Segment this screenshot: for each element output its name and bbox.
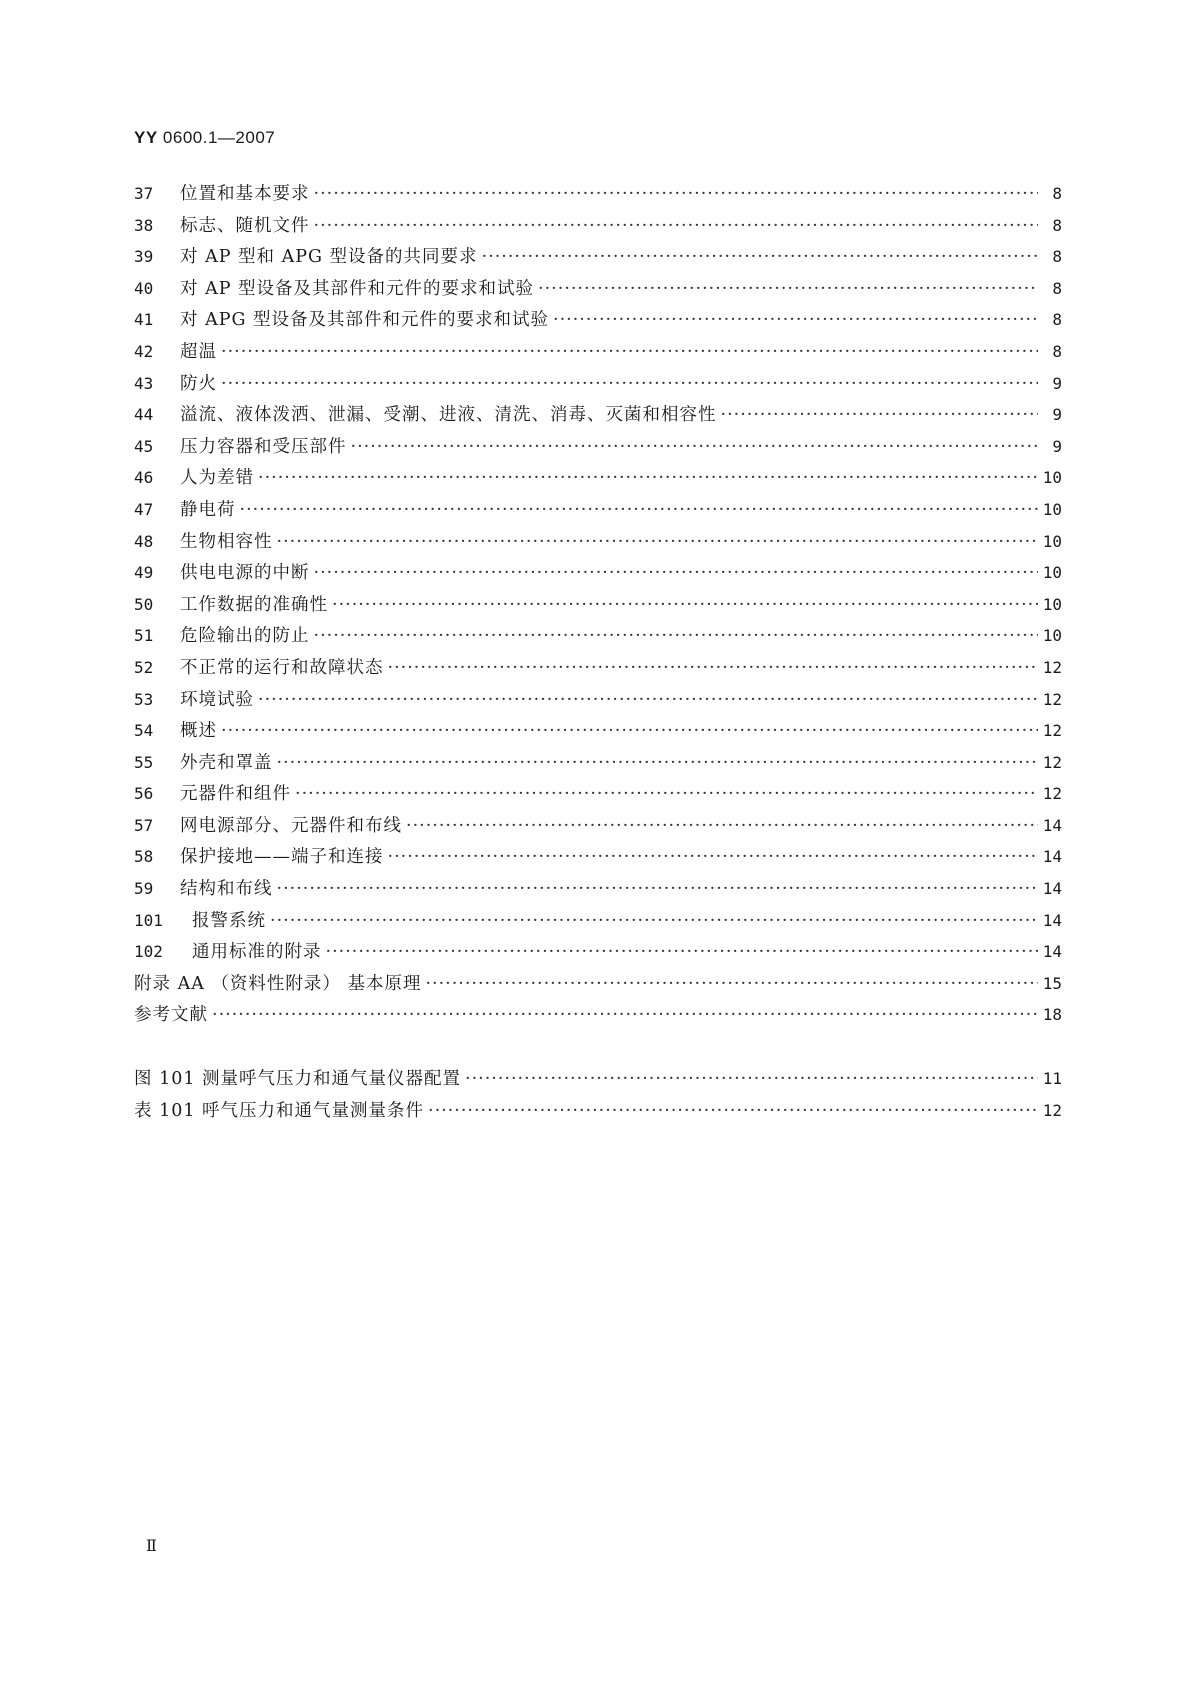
toc-leader-dots <box>428 1101 1038 1121</box>
toc-spacer <box>134 1033 1062 1065</box>
toc-entry-title: 工作数据的准确性 <box>180 594 328 615</box>
toc-leader-dots <box>258 468 1038 488</box>
toc-entry-number: 51 <box>134 626 154 646</box>
toc-entry-page: 12 <box>1042 689 1062 709</box>
toc-entry-title: 环境试验 <box>180 689 254 710</box>
toc-entry-page: 12 <box>1042 721 1062 741</box>
standard-code <box>134 128 275 148</box>
toc-entry-page: 12 <box>1042 1100 1062 1120</box>
toc-entry-number: 42 <box>134 341 154 361</box>
toc-entry-page: 12 <box>1042 752 1062 772</box>
toc-entry-number: 47 <box>134 499 154 519</box>
toc-entry-title: 静电荷 <box>180 499 236 520</box>
toc-entry-page: 10 <box>1042 531 1062 551</box>
toc-entry[interactable] <box>134 875 1062 907</box>
toc-leader-dots <box>240 500 1039 520</box>
toc-entry-page: 8 <box>1052 310 1062 330</box>
toc-entry-title: 溢流、液体泼洒、泄漏、受潮、进液、清洗、消毒、灭菌和相容性 <box>180 405 717 426</box>
toc-entry[interactable] <box>134 306 1062 338</box>
toc-entry-title: 对 APG 型设备及其部件和元件的要求和试验 <box>180 310 550 331</box>
toc-entry[interactable] <box>134 496 1062 528</box>
toc-entry-number: 41 <box>134 310 154 330</box>
toc-entry-title: 供电电源的中断 <box>180 563 310 584</box>
toc-entry-title: 对 AP 型设备及其部件和元件的要求和试验 <box>180 278 535 299</box>
toc-leader-dots <box>388 847 1039 867</box>
toc-entry[interactable] <box>134 654 1062 686</box>
toc-entry-page: 8 <box>1052 184 1062 203</box>
toc-entry[interactable] <box>134 622 1062 654</box>
toc-entry-page: 9 <box>1052 405 1062 425</box>
toc-entry-number: 55 <box>134 752 154 772</box>
toc-entry-page: 8 <box>1052 278 1062 298</box>
toc-entry-number: 53 <box>134 689 154 709</box>
toc-leader-dots <box>406 816 1038 836</box>
toc-entry[interactable] <box>134 749 1062 781</box>
toc-entry-title: 网电源部分、元器件和布线 <box>180 815 402 836</box>
toc-entry-number: 58 <box>134 847 154 867</box>
toc-entry-number: 101 <box>134 910 163 930</box>
toc-entry-title: 保护接地——端子和连接 <box>180 847 384 868</box>
toc-entry-number: 43 <box>134 373 154 393</box>
toc-leader-dots <box>221 374 1038 394</box>
toc-entry-title: 超温 <box>180 341 217 362</box>
toc-entry-page: 12 <box>1042 657 1062 677</box>
toc-entry[interactable] <box>134 275 1062 307</box>
toc-leader-dots <box>553 310 1038 330</box>
toc-entry-page: 10 <box>1042 499 1062 519</box>
toc-entry[interactable] <box>134 243 1062 275</box>
toc-entry[interactable] <box>134 212 1062 244</box>
toc-entry-annex[interactable] <box>134 970 1062 1002</box>
toc-leader-dots <box>277 532 1039 552</box>
toc-entry-title: 压力容器和受压部件 <box>180 436 347 457</box>
toc-entry-number: 44 <box>134 405 154 425</box>
toc-leader-dots <box>425 974 1038 994</box>
toc-entry[interactable] <box>134 528 1062 560</box>
toc-leader-dots <box>277 879 1039 899</box>
toc-entry-title: 概述 <box>180 721 217 742</box>
toc-leader-dots <box>295 784 1038 804</box>
standard-code-prefix: YY <box>134 128 158 147</box>
toc-entry-title: 通用标准的附录 <box>192 942 322 963</box>
toc-leader-dots <box>277 753 1039 773</box>
toc-entry-number: 39 <box>134 247 154 267</box>
toc-leader-dots <box>212 1005 1038 1025</box>
toc-entry-title: 附录 AA （资料性附录） 基本原理 <box>134 973 422 994</box>
toc-entry-page: 11 <box>1042 1069 1062 1089</box>
toc-entry-title: 参考文献 <box>134 1005 208 1026</box>
toc-entry-number: 40 <box>134 278 154 298</box>
toc-entry-figure[interactable] <box>134 1065 1062 1097</box>
toc-entry[interactable] <box>134 938 1062 970</box>
toc-entry-title: 外壳和罩盖 <box>180 752 273 773</box>
toc-entry[interactable] <box>134 591 1062 623</box>
toc-leader-dots <box>314 216 1039 236</box>
toc-entry-page: 14 <box>1042 942 1062 962</box>
toc-entry-number: 46 <box>134 468 154 488</box>
toc-entry[interactable] <box>134 907 1062 939</box>
toc-entry-page: 10 <box>1042 594 1062 614</box>
toc-entry-title: 不正常的运行和故障状态 <box>180 657 384 678</box>
toc-entry-title: 位置和基本要求 <box>180 184 310 204</box>
toc-entry-title: 危险输出的防止 <box>180 626 310 647</box>
toc-entry-page: 9 <box>1052 373 1062 393</box>
toc-entry-number: 56 <box>134 784 154 804</box>
toc-entry-page: 8 <box>1052 341 1062 361</box>
toc-entry-page: 8 <box>1052 247 1062 267</box>
toc-leader-dots <box>314 184 1039 204</box>
toc-entry[interactable] <box>134 401 1062 433</box>
toc-entry-number: 45 <box>134 436 154 456</box>
toc-entry-number: 102 <box>134 942 163 962</box>
toc-leader-dots <box>221 342 1038 362</box>
toc-entry-title: 报警系统 <box>192 910 266 931</box>
toc-entry-number: 54 <box>134 721 154 741</box>
toc-entry[interactable] <box>134 338 1062 370</box>
toc-entry[interactable] <box>134 559 1062 591</box>
toc-entry-page: 10 <box>1042 563 1062 583</box>
toc-entry-title: 图 101 测量呼气压力和通气量仪器配置 <box>134 1069 462 1090</box>
toc-entry[interactable] <box>134 686 1062 718</box>
toc-leader-dots <box>482 247 1038 267</box>
toc-entry[interactable] <box>134 843 1062 875</box>
toc-entry-page: 14 <box>1042 879 1062 899</box>
toc-entry-title: 防火 <box>180 373 217 394</box>
toc-entry-title: 人为差错 <box>180 468 254 489</box>
toc-leader-dots <box>351 437 1039 457</box>
toc-leader-dots <box>326 942 1039 962</box>
toc-entry[interactable] <box>134 780 1062 812</box>
toc-entry-title: 标志、随机文件 <box>180 215 310 236</box>
toc-entry-number: 57 <box>134 815 154 835</box>
toc-entry-references[interactable] <box>134 1001 1062 1033</box>
toc-leader-dots <box>314 563 1039 583</box>
toc-entry-number: 48 <box>134 531 154 551</box>
toc-entry[interactable] <box>134 464 1062 496</box>
toc-entry-page: 10 <box>1042 626 1062 646</box>
toc-entry-title: 表 101 呼气压力和通气量测量条件 <box>134 1100 425 1121</box>
toc-entry[interactable] <box>134 812 1062 844</box>
toc-entry-page: 15 <box>1042 973 1062 993</box>
toc-entry-title: 生物相容性 <box>180 531 273 552</box>
toc-entry-page: 9 <box>1052 436 1062 456</box>
toc-leader-dots <box>388 658 1039 678</box>
toc-leader-dots <box>721 405 1039 425</box>
toc-entry[interactable] <box>134 370 1062 402</box>
toc-leader-dots <box>258 690 1038 710</box>
toc-leader-dots <box>465 1069 1038 1089</box>
toc-leader-dots <box>270 911 1038 931</box>
toc-entry-page: 10 <box>1042 468 1062 488</box>
toc-entry-page: 18 <box>1042 1005 1062 1025</box>
toc-entry-number: 50 <box>134 594 154 614</box>
toc-entry-number: 37 <box>134 184 154 203</box>
toc-entry-page: 8 <box>1052 215 1062 235</box>
standard-code-number: 0600.1—2007 <box>157 128 276 147</box>
toc-entry[interactable] <box>134 180 1062 212</box>
toc-entry-title: 元器件和组件 <box>180 784 291 805</box>
toc-leader-dots <box>538 279 1038 299</box>
toc-entry-number: 49 <box>134 563 154 583</box>
page-number: Ⅱ <box>146 1536 157 1555</box>
toc-entry-page: 12 <box>1042 784 1062 804</box>
toc-leader-dots <box>332 595 1038 615</box>
toc-leader-dots <box>314 626 1039 646</box>
toc-entry-page: 14 <box>1042 910 1062 930</box>
toc-leader-dots <box>221 721 1038 741</box>
toc-entry-page: 14 <box>1042 847 1062 867</box>
toc-entry-number: 52 <box>134 657 154 677</box>
toc-entry-number: 59 <box>134 879 154 899</box>
table-of-contents <box>134 180 1062 1128</box>
toc-entry[interactable] <box>134 433 1062 465</box>
toc-entry[interactable] <box>134 717 1062 749</box>
toc-entry-number: 38 <box>134 215 154 235</box>
toc-entry-page: 14 <box>1042 815 1062 835</box>
toc-entry-title: 结构和布线 <box>180 879 273 900</box>
toc-entry-title: 对 AP 型和 APG 型设备的共同要求 <box>180 247 478 268</box>
toc-entry-figure[interactable] <box>134 1097 1062 1129</box>
